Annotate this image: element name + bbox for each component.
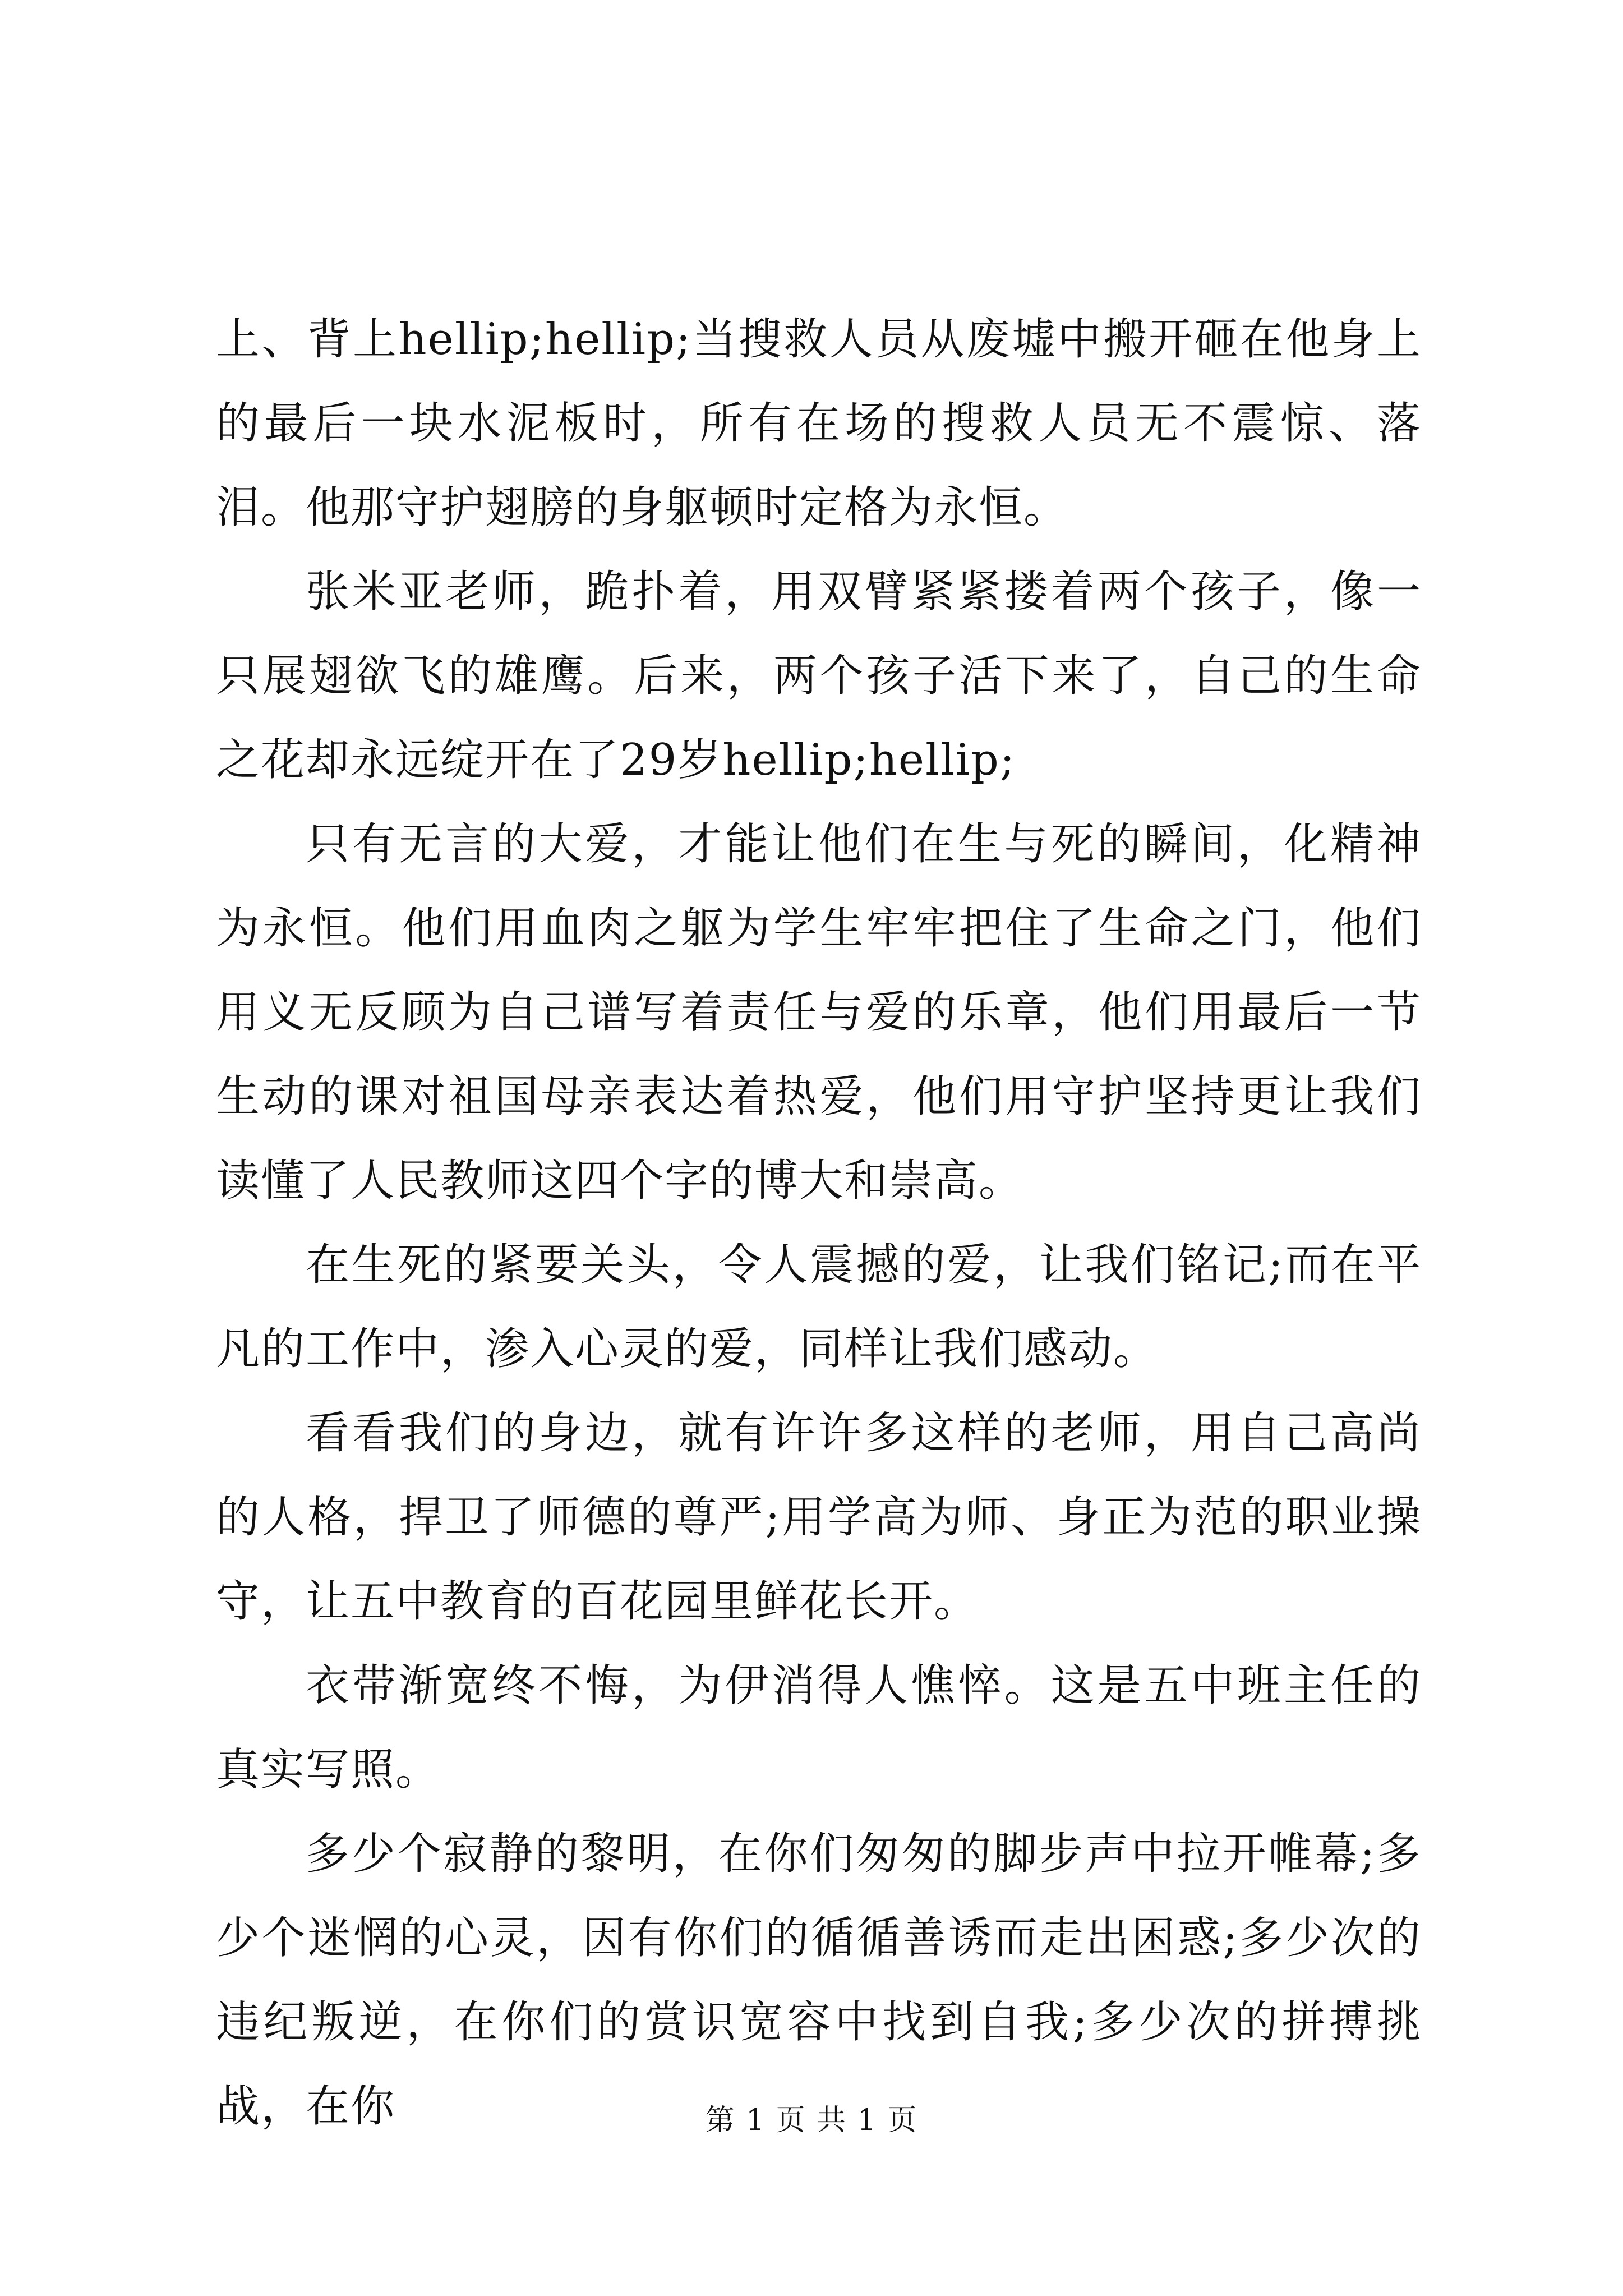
document-body xyxy=(216,297,1422,2148)
paragraph: 多少个寂静的黎明，在你们匆匆的脚步声中拉开帷幕;多少个迷惘的心灵，因有你们的循循善诱而走出困惑;多少次的违纪叛逆，在你们的赏识宽容中找到自我;多少次的拼搏挑战，在你 xyxy=(216,1829,1422,2132)
paragraph-continued: 上、背上hellip;hellip;当搜救人员从废墟中搬开砸在他身上的最后一块水泥板时，所有在场的搜救人员无不震惊、落泪。他那守护翅膀的身躯顿时定格为永恒。 xyxy=(216,314,1422,533)
paragraph: 在生死的紧要关头，令人震撼的爱，让我们铭记;而在平凡的工作中，渗入心灵的爱，同样让我们感动。 xyxy=(216,1240,1422,1374)
paragraph: 只有无言的大爱，才能让他们在生与死的瞬间，化精神为永恒。他们用血肉之躯为学生牢牢把住了生命之门，他们用义无反顾为自己谱写着责任与爱的乐章，他们用最后一节生动的课对祖国母亲表达着热爱，他们用守护坚持更让我们读懂了人民教师这四个字的博大和崇高。 xyxy=(216,819,1422,1206)
page-footer: 第 1 页 共 1 页 xyxy=(705,2104,918,2137)
paragraph: 看看我们的身边，就有许许多这样的老师，用自己高尚的人格，捍卫了师德的尊严;用学高为师、身正为范的职业操守，让五中教育的百花园里鲜花长开。 xyxy=(216,1408,1422,1627)
paragraph: 衣带渐宽终不悔，为伊消得人憔悴。这是五中班主任的真实写照。 xyxy=(216,1660,1422,1795)
paragraph: 张米亚老师，跪扑着，用双臂紧紧搂着两个孩子，像一只展翅欲飞的雄鹰。后来，两个孩子活下来了，自己的生命之花却永远绽开在了29岁hellip;hellip; xyxy=(216,567,1422,785)
